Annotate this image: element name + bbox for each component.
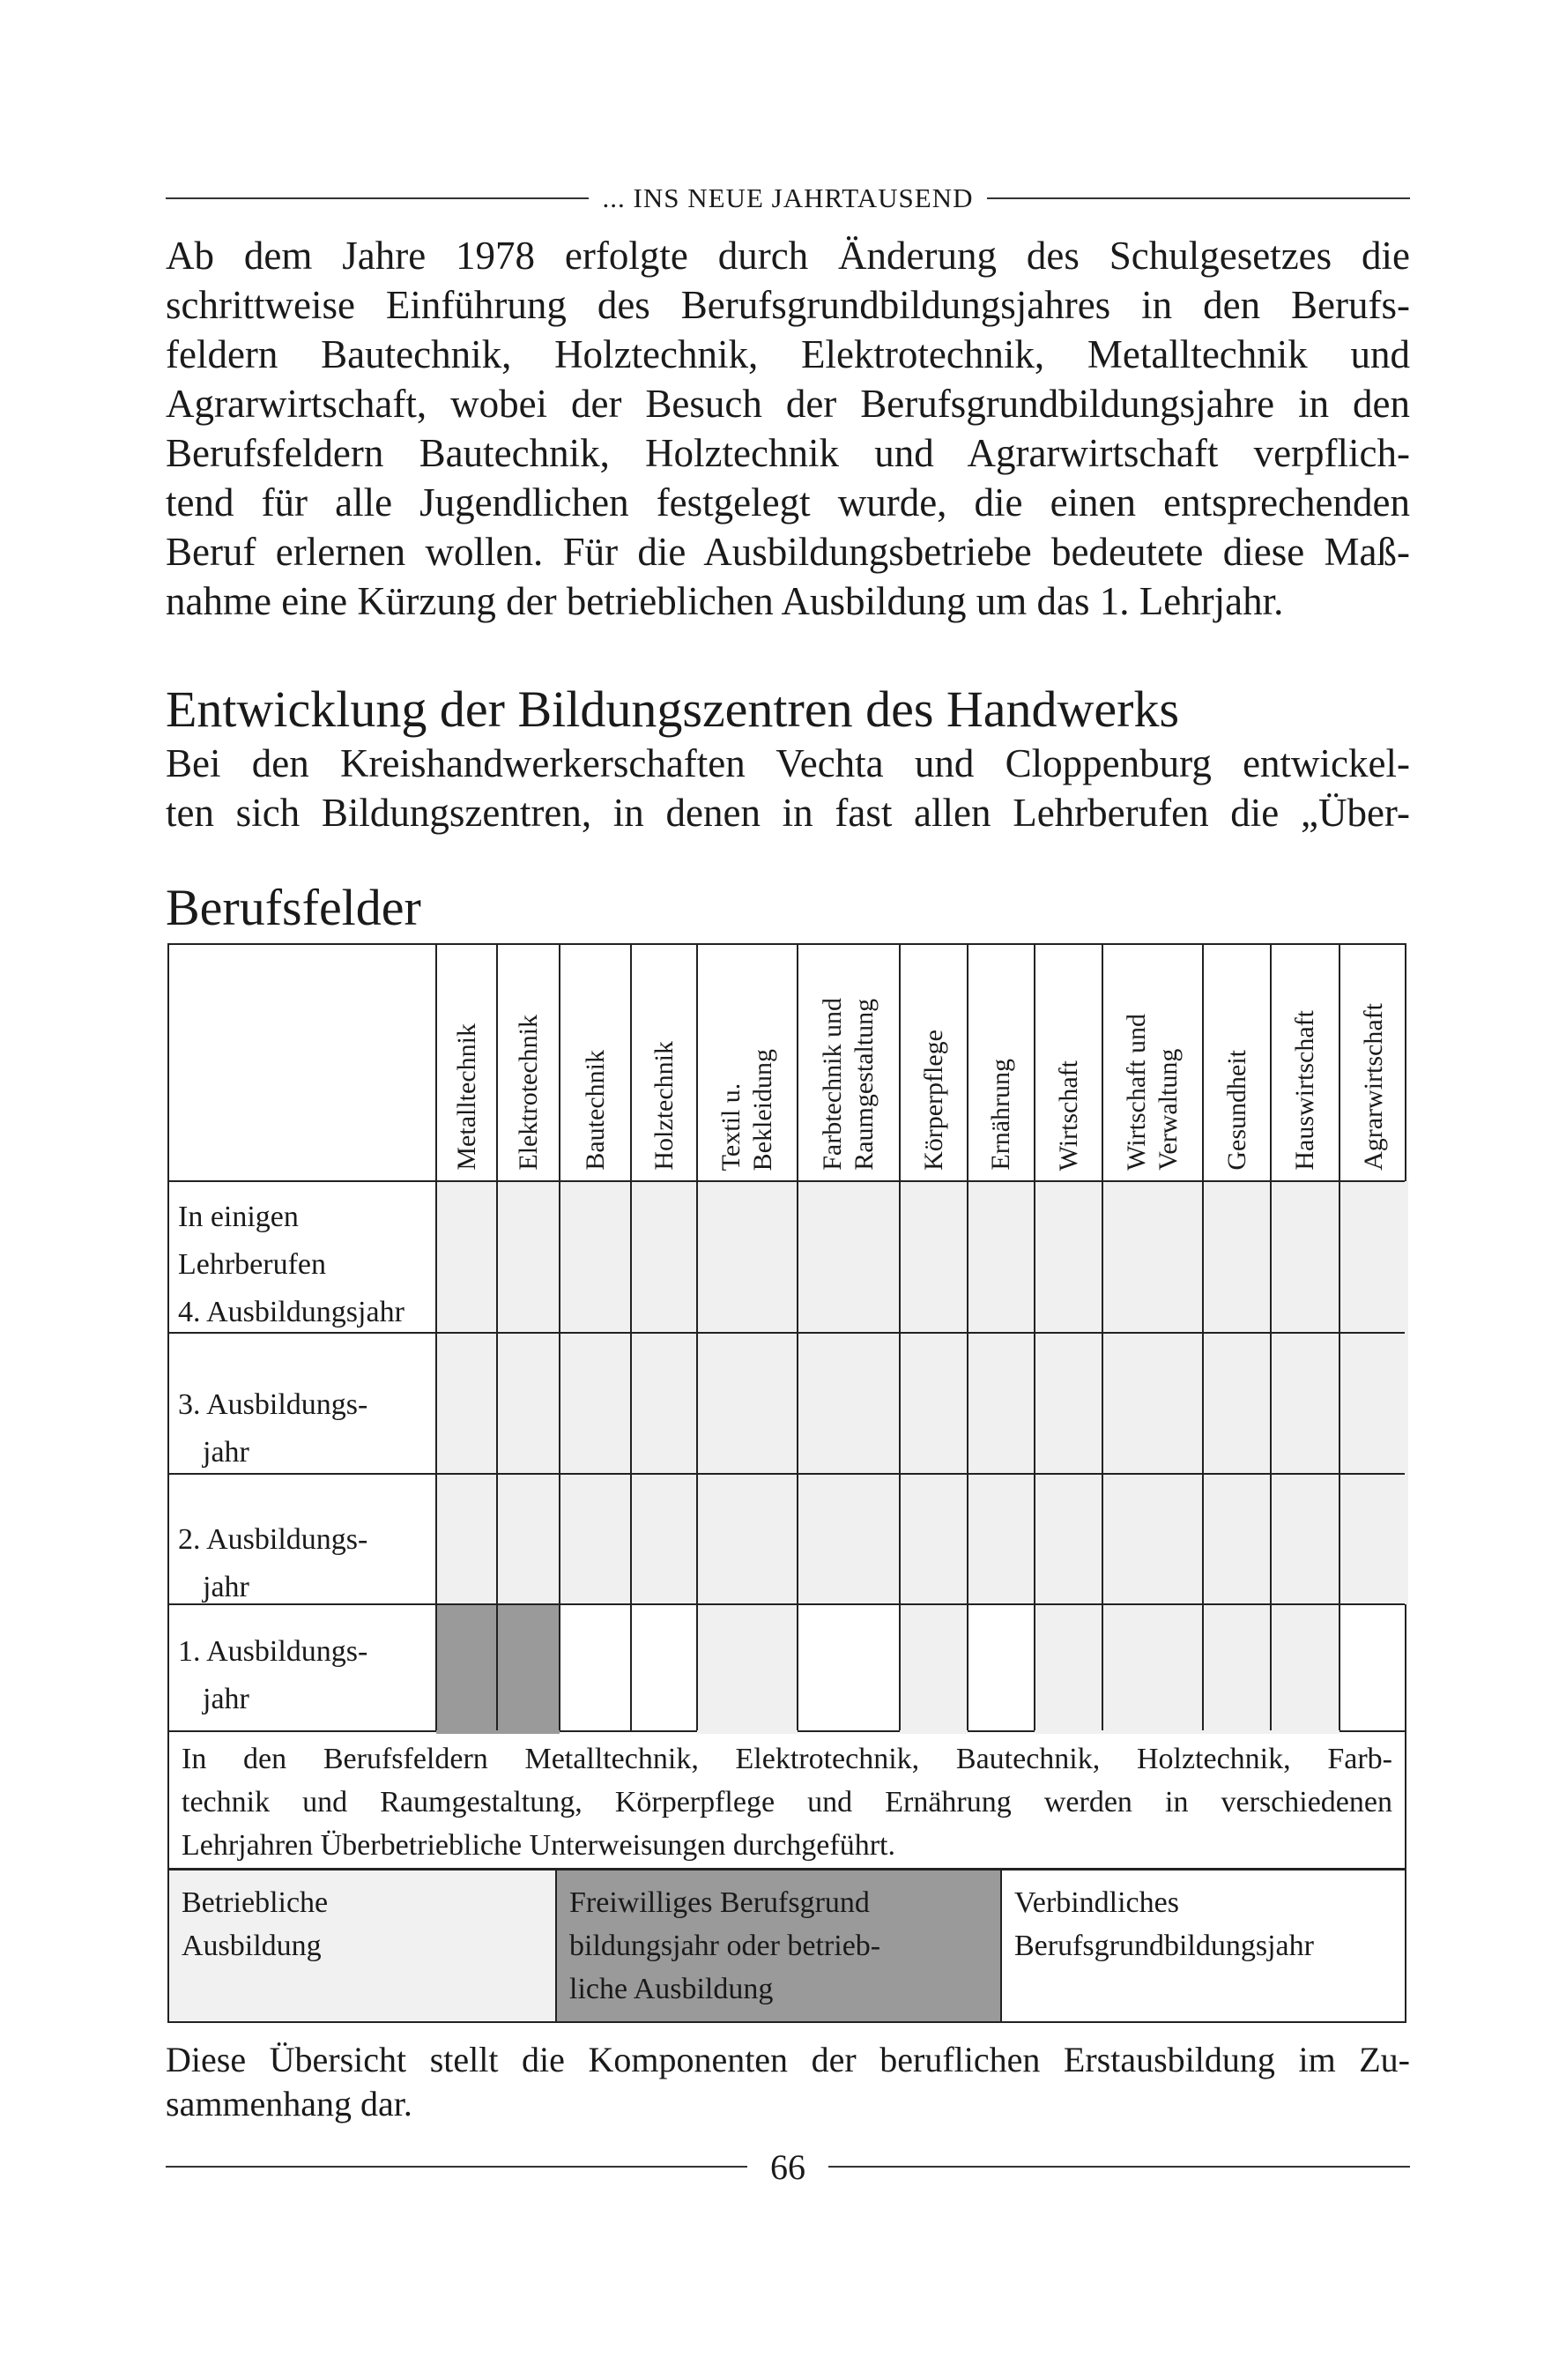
row-label-line: Lehrberufen <box>178 1248 327 1281</box>
page-number: 66 <box>770 2146 805 2187</box>
shade-cell <box>436 1181 497 1604</box>
running-header-text: ... INS NEUE JAHRTAUSEND <box>602 182 974 213</box>
header-rule-left <box>166 197 589 199</box>
shade-cell <box>1271 1181 1340 1604</box>
column-header <box>631 945 697 1181</box>
column-header-line: Textil u. <box>716 1082 746 1171</box>
footer-rule-left <box>166 2166 747 2168</box>
column-header-text <box>716 1049 779 1181</box>
column-header <box>560 945 631 1181</box>
column-header-line: Bautechnik <box>580 1050 610 1171</box>
page-footer <box>166 2145 1410 2189</box>
figure-note <box>167 1730 1406 1870</box>
legend-line: Berufsgrundbildungsjahr <box>1014 1930 1314 1962</box>
column-header-text <box>1121 1014 1184 1181</box>
column-header <box>798 945 900 1181</box>
column-header-text <box>1221 1050 1253 1181</box>
shade-cell <box>697 1604 798 1734</box>
column-header-line: Bekleidung <box>748 1048 777 1171</box>
column-header-line: Holztechnik <box>649 1041 679 1171</box>
intro-line: Agrarwirtschaft, wobei der Besuch der Berufsgrundbildungsjahre in den <box>166 382 1410 426</box>
column-header <box>497 945 560 1181</box>
shade-cell <box>1035 1604 1102 1734</box>
column-header <box>1035 945 1102 1181</box>
column-header-text <box>985 1059 1017 1181</box>
column-header <box>1340 945 1408 1181</box>
shade-cell <box>1102 1181 1203 1604</box>
shade-cell <box>1035 1181 1102 1604</box>
section-heading: Entwicklung der Bildungszentren des Handwerks <box>166 681 1180 738</box>
shade-cell <box>436 1604 497 1734</box>
column-header-line: Hauswirtschaft <box>1290 1010 1319 1171</box>
column-header-line: Agrarwirtschaft <box>1359 1003 1388 1171</box>
shade-cell <box>1203 1604 1271 1734</box>
summary-paragraph <box>166 2038 1410 2126</box>
note-line: technik und Raumgestaltung, Körperpflege und Ernährung werden in verschiedenen <box>182 1786 1392 1818</box>
column-header <box>900 945 968 1181</box>
section-paragraph <box>166 739 1410 837</box>
shade-cell <box>631 1181 697 1604</box>
row-label-line: jahr <box>203 1571 249 1603</box>
column-header-line: Farbtechnik und <box>818 998 847 1171</box>
row-label-line: jahr <box>203 1683 249 1715</box>
column-header <box>1271 945 1340 1181</box>
row-label-line: 1. Ausbildungs- <box>178 1635 368 1668</box>
column-header <box>1203 945 1271 1181</box>
berufsfelder-grid <box>167 943 1406 1732</box>
column-header-line: Körperpflege <box>918 1030 948 1171</box>
column-header-line: Elektrotechnik <box>513 1015 543 1171</box>
footer-rule-right <box>828 2166 1410 2168</box>
shade-cell <box>1102 1604 1203 1734</box>
section-line: ten sich Bildungszentren, in denen in fast allen Lehrberufen die „Über- <box>166 791 1410 835</box>
column-header-line: Gesundheit <box>1221 1050 1251 1171</box>
row-label <box>178 1381 438 1476</box>
shade-cell <box>560 1181 631 1604</box>
row-label-line: 2. Ausbildungs- <box>178 1523 368 1556</box>
row-label <box>178 1516 438 1611</box>
column-header-text <box>649 1041 680 1181</box>
shade-cell <box>497 1181 560 1604</box>
legend-betriebliche-ausbildung <box>169 1871 557 2021</box>
intro-line: schrittweise Einführung des Berufsgrundbildungsjahres in den Berufs- <box>166 283 1410 327</box>
shade-cell <box>900 1604 968 1734</box>
row-label-line: jahr <box>203 1436 249 1469</box>
figure-legend <box>167 1869 1406 2023</box>
shade-cell <box>697 1181 798 1604</box>
shade-cell <box>1271 1604 1340 1734</box>
column-header-line: Verwaltung <box>1154 1048 1183 1171</box>
intro-line: Berufsfeldern Bautechnik, Holztechnik und Agrarwirtschaft verpflich- <box>166 431 1410 475</box>
shade-cell <box>798 1181 900 1604</box>
column-header <box>697 945 798 1181</box>
column-header <box>968 945 1035 1181</box>
row-label-line: 3. Ausbildungs- <box>178 1388 368 1421</box>
column-header-text <box>817 998 880 1181</box>
shade-cell <box>497 1604 560 1734</box>
row-label <box>178 1194 438 1336</box>
section-line: Bei den Kreishandwerkerschaften Vechta und Cloppenburg entwickel- <box>166 741 1410 785</box>
column-header-text <box>580 1050 612 1181</box>
row-label-line: In einigen <box>178 1201 299 1233</box>
column-header-line: Ernährung <box>986 1059 1015 1171</box>
legend-line: bildungsjahr oder betrieb- <box>569 1930 881 1962</box>
intro-line: feldern Bautechnik, Holztechnik, Elektrotechnik, Metalltechnik und <box>166 332 1410 376</box>
column-header-text <box>1289 1010 1321 1181</box>
summary-line: sammenhang dar. <box>166 2084 412 2123</box>
legend-line: Freiwilliges Berufsgrund <box>569 1886 870 1919</box>
shade-cell <box>900 1181 968 1604</box>
running-header <box>166 181 1410 216</box>
legend-verbindliches-bgj <box>1002 1871 1405 2021</box>
column-header-text <box>513 1015 545 1181</box>
legend-line: Betriebliche <box>182 1886 329 1919</box>
legend-freiwilliges-bgj <box>557 1871 1002 2021</box>
intro-line: tend für alle Jugendlichen festgelegt wurde, die einen entsprechenden <box>166 480 1410 524</box>
shade-cell <box>1340 1181 1408 1604</box>
row-label <box>178 1628 438 1723</box>
intro-paragraph <box>166 231 1410 626</box>
header-rule-right <box>987 197 1410 199</box>
legend-line: Verbindliches <box>1014 1886 1179 1919</box>
column-header-text <box>1358 1003 1390 1181</box>
intro-line: nahme eine Kürzung der betrieblichen Ausbildung um das 1. Lehrjahr. <box>166 579 1284 623</box>
column-header-text <box>918 1030 950 1181</box>
figure-title: Berufsfelder <box>166 879 421 936</box>
legend-line: Ausbildung <box>182 1930 322 1962</box>
column-header-text <box>451 1023 483 1181</box>
column-header <box>436 945 497 1181</box>
legend-line: liche Ausbildung <box>569 1973 774 2005</box>
column-header <box>1102 945 1203 1181</box>
column-header-line: Wirtschaft und <box>1122 1014 1151 1171</box>
column-header-line: Raumgestaltung <box>850 999 879 1171</box>
note-line: In den Berufsfeldern Metalltechnik, Elektrotechnik, Bautechnik, Holztechnik, Farb- <box>182 1743 1392 1775</box>
shade-cell <box>968 1181 1035 1604</box>
shade-cell <box>1203 1181 1271 1604</box>
intro-line: Beruf erlernen wollen. Für die Ausbildungsbetriebe bedeutete diese Maß- <box>166 530 1410 574</box>
column-header-line: Wirtschaft <box>1053 1060 1083 1171</box>
row-label-line: 4. Ausbildungsjahr <box>178 1296 404 1328</box>
column-header-text <box>1053 1060 1085 1181</box>
note-line: Lehrjahren Überbetriebliche Unterweisungen durchgeführt. <box>182 1829 895 1862</box>
summary-line: Diese Übersicht stellt die Komponenten der beruflichen Erstausbildung im Zu- <box>166 2040 1410 2079</box>
column-header-line: Metalltechnik <box>451 1023 481 1171</box>
intro-line: Ab dem Jahre 1978 erfolgte durch Änderung des Schulgesetzes die <box>166 234 1410 278</box>
